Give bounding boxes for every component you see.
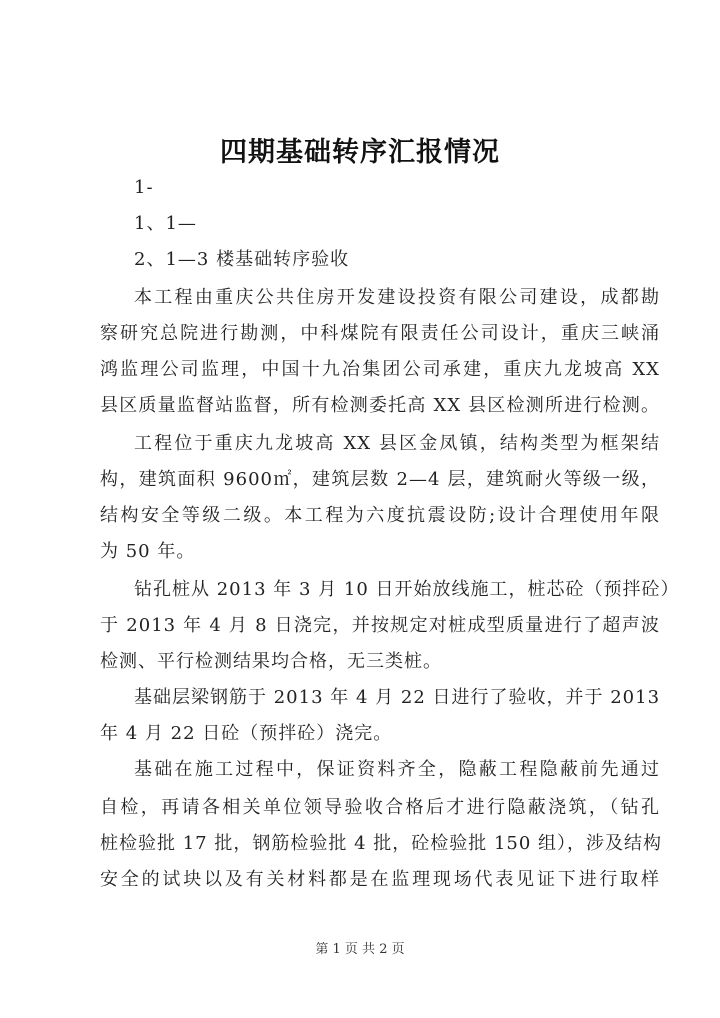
text-line: 基础在施工过程中，保证资料齐全，隐蔽工程隐蔽前先通过 [134,759,660,780]
text-line: 鸿监理公司监理，中国十九冶集团公司承建，重庆九龙坡高 XX [100,359,660,380]
text-line: 安全的试块以及有关材料都是在监理现场代表见证下进行取样 [100,869,660,890]
text-line: 1- [134,177,154,198]
text-line: 2、1—3 楼基础转序验收 [134,249,350,270]
text-line: 桩检验批 17 批，钢筋检验批 4 批，砼检验批 150 组），涉及结构 [100,833,663,854]
text-line: 县区质量监督站监督，所有检测委托高 XX 县区检测所进行检测。 [100,395,660,416]
text-line: 自检，再请各相关单位领导验收合格后才进行隐蔽浇筑，（钻孔 [100,797,660,818]
text-line: 工程位于重庆九龙坡高 XX 县区金凤镇，结构类型为框架结 [134,433,660,454]
text-line: 年 4 月 22 日砼（预拌砼）浇完。 [100,723,393,744]
document-title: 四期基础转序汇报情况 [220,137,500,168]
text-line: 结构安全等级二级。本工程为六度抗震设防;设计合理使用年限 [100,505,660,526]
text-line: 检测、平行检测结果均合格，无三类桩。 [100,651,442,672]
text-line: 于 2013 年 4 月 8 日浇完，并按规定对桩成型质量进行了超声波 [100,615,660,636]
page-footer: 第 1 页 共 2 页 [315,942,405,957]
text-line: 察研究总院进行勘测，中科煤院有限责任公司设计，重庆三峡涌 [100,323,660,344]
text-line: 本工程由重庆公共住房开发建设投资有限公司建设，成都勘 [134,287,660,308]
text-line: 构，建筑面积 9600㎡，建筑层数 2—4 层，建筑耐火等级一级， [100,469,660,490]
text-line: 为 50 年。 [100,541,196,562]
text-line: 1、1— [134,213,197,234]
text-line: 钻孔桩从 2013 年 3 月 10 日开始放线施工，桩芯砼（预拌砼） [134,579,680,600]
text-line: 基础层梁钢筋于 2013 年 4 月 22 日进行了验收，并于 2013 [134,687,661,708]
